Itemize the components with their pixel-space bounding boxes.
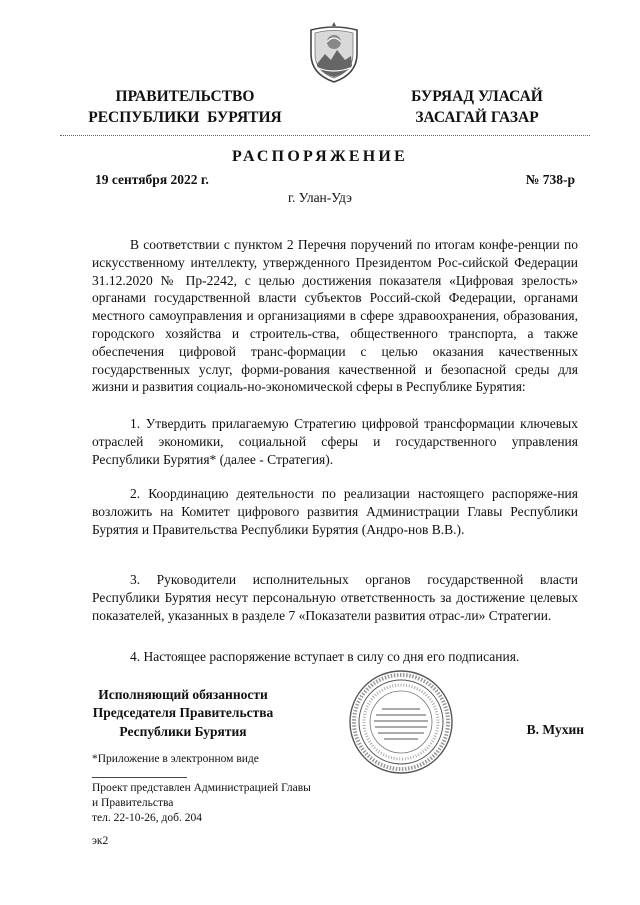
item-text: 1. Утвердить прилагаемую Стратегию цифровой трансформации ключевых отраслей экономики, социальной сферы и государственного управления Республики Бурятия* (далее - Стратегия). [92,416,578,467]
signatory-role [92,686,274,741]
list-item [92,648,578,666]
item-text: 2. Координацию деятельности по реализации настоящего распоряже-ния возложить на Комитет цифрового развития Администрации Главы Республики Бурятия и Правительства Республики Бурятия (Андро-нов В.В.). [92,486,578,537]
list-item [92,415,578,468]
preamble-text: В соответствии с пунктом 2 Перечня поручений по итогам конфе-ренции по искусственному интеллекту, утвержденного Президентом Рос-сийской Федерации 31.12.2020 № Пр-2242, с целью достижения показателя «Цифровая зрелость» органами государственной власти субъектов Россий-ской Федерации, органами местного самоуправления и организациями в сфере здравоохранения, образования, городского хозяйства и строитель-ства, общественного транспорта, а также обеспечения цифровой транс-формации с целью оказания качественных государственных услуг, форми-рования качественной и безопасной среды для жизни и развития социаль-но-экономической сферы в Республике Бурятия: [92,237,578,395]
preamble-paragraph [92,236,578,396]
document-type: РАСПОРЯЖЕНИЕ [232,148,408,165]
government-name-buryat [402,86,552,128]
item-text: 4. Настоящее распоряжение вступает в силу со дня его подписания. [130,649,520,664]
document-date: 19 сентября 2022 г. [95,172,209,187]
document-city: г. Улан-Удэ [288,190,352,205]
header-separator [60,135,590,136]
coat-of-arms-icon [305,20,363,84]
footnote-divider [92,777,187,778]
prepared-by-note [92,781,362,826]
signatory-name: В. Мухин [526,722,584,737]
header-right-line2: ЗАСАГАЙ ГАЗАР [415,109,539,126]
document-code: эк2 [92,835,109,847]
header-right-line1: БУРЯАД УЛАСАЙ [411,88,543,105]
appendix-footnote: *Приложение в электронном виде [92,753,259,765]
official-seal-icon [348,669,454,775]
prepared-line1: Проект представлен Администрацией Главы [92,782,311,794]
header-left-line2: РЕСПУБЛИКИ БУРЯТИЯ [88,109,282,126]
prepared-line2: и Правительства [92,797,174,809]
item-text: 3. Руководители исполнительных органов государственной власти Республики Бурятия несут персональную ответственность за достижение целевых показателей, указанных в разделе 7 «Показатели развития отрас-ли» Стратегии. [92,572,578,623]
list-item [92,485,578,538]
signatory-role-line2: Председателя Правительства [92,705,274,721]
government-name-russian [85,86,285,128]
contact-phone: тел. 22-10-26, доб. 204 [92,812,202,824]
signatory-role-line1: Исполняющий обязанности [98,687,268,702]
signatory-role-line3: Республики Бурятия [119,723,247,739]
document-number: № 738-р [525,172,575,187]
header-left-line1: ПРАВИТЕЛЬСТВО [115,88,255,105]
list-item [92,571,578,624]
